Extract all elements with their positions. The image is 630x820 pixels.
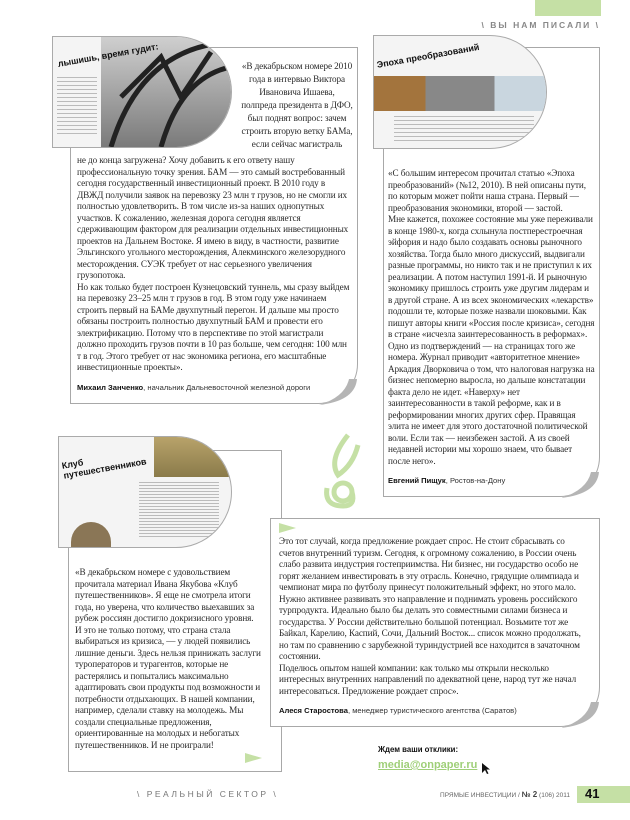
arrow-row [279,523,591,533]
letter-body [77,155,351,374]
letter-box-starostova [270,518,600,727]
section-header: \ ВЫ НАМ ПИСАЛИ \ [481,20,600,30]
article-thumbnail-travel [58,436,232,548]
feedback-block [378,745,477,773]
letter-body [279,536,591,697]
text-lines [57,77,97,137]
author-role: , Ростов-на-Дону [445,476,506,485]
author-role: , начальник Дальневосточной железной дороги [143,382,311,392]
arrow-row [75,753,275,763]
paragraph: Это тот случай, когда предложение рождает спрос. Не стоит сбрасывать со счетов внутренний туризм. Сегодня, к огромному сожалению, в России очень слабо развита индустрия гостеприимства. Ни бизнес, ни государство особо не горят желанием инвестировать в эту отрасль. Конечно, грядущие олимпиада и чемпионат мира по футболу принесут положительный эффект, но этого мало. Нужно активнее развивать это направление и поднимать уровень российского турпродукта. Идеально было бы делать это совместными силами бизнеса и государства. У России действительно большой потенциал. Возьмите тот же Байкал, Карелию, Каспий, Сочи, Дальний Восток... список можно продолжать, но там по сравнению с зарубежной туриндустрией все находится в зачаточном состоянии. [279,536,581,661]
top-accent-bar [535,0,601,16]
travel-photo [71,522,111,547]
footer-section: \ РЕАЛЬНЫЙ СЕКТОР \ [137,789,279,799]
issue-number: № 2 [521,790,538,799]
paragraph: Мне кажется, похожее состояние мы уже переживали в конце 1980-х, когда схлынула постперестроечная эйфория и надо было создавать основы рыночного хозяйства. Тогда было много дискуссий, выдвигали разные программы, но никто так и не приступил к их реализации. А потом наступил 1991-й. И рыночную экономику пришлось строить уже другим лидерам и в другой стране. А из всех экономических «лекарств» подошли те, которые позже назвали шоковыми. Как пишут авторы книги «Россия после кризиса», сегодня в стране «исчезла заинтересованность в реформах». Одно из подтверждений — на страницах того же номера. Журнал приводит «авторитетное мнение» Аркадия Дворковича о том, что налоговая нагрузка на бизнес непомерно выросла, но дальше констатации факта дело не идет. «Наверху» нет заинтересованности в такой реформе, как и в реформировании многих других сфер. Правящая элита не имеет для этого достаточной политической воли. Если так — неизбежен застой. А из своей недавней истории мы хорошо знаем, что бывает после него». [388,214,595,466]
feedback-email-link[interactable]: media@onpaper.ru [378,759,478,771]
paragraph: Поделюсь опытом нашей компании: как только мы открыли несколько интересных внутренних направлений по адекватной цене, народ тут же начал интересоваться. Предложение рождает спрос». [279,662,577,696]
article-thumbnail-epoch [373,35,547,149]
author-name: Евгений Пищук [388,476,446,485]
paragraph: не до конца загружена? Хочу добавить к его ответу нашу профессиональную точку зрения. БАМ — это самый востребованный сегодня государственный инвестиционный проект. В 2010 году в ДВЖД получили заявок на перевозку 23 млн т грузов, но не смогли их полностью удовлетворить. В том числе из-за наших однопутных участков. К сожалению, железная дорога сегодня является сдерживающим фактором для реализации отдельных инвестиционных проектов на Дальнем Востоке. Я имею в виду, в частности, развитие Эльгинского угольного месторождения, Алекминского железорудного месторождения. СУЭК требует от нас серьезного увеличения грузопотока. [77,155,349,280]
text-lines [394,116,534,144]
at-sign-logo-icon [318,430,363,510]
paragraph: «С большим интересом прочитал статью «Эпоха преобразований» (№12, 2010). В ней описаны пути, по которым может пойти наша страна. Первый — преобразования экономики, второй — застой. [388,168,586,213]
author-signature [279,706,591,716]
mouse-cursor-icon [482,763,491,775]
letter-body [388,168,595,467]
travel-photo [154,437,231,477]
page-curl-icon [319,379,359,405]
author-name: Алеся Старостова [279,706,348,715]
paragraph: «В декабрьском номере с удовольствием прочитала материал Ивана Якубова «Клуб путешественников». Я еще не смотрела итоги года, но уверена, что количество выехавших за рубеж россиян достигло докризисного уровня. И это не только потому, что страна стала выбираться из кризиса, — у людей появились лишние деньги. Здесь нельзя принижать заслуги туроператоров и турагентов, которые не растерялись и попытались максимально адаптировать свои продукты под возможности и потребности отдыхающих. В нашей компании, например, сделали ставку на молодежь. Мы создали специальные предложения, ориентированные на молодых и небогатых путешественников. И не проиграли! [75,567,261,750]
page-curl-icon [561,702,601,728]
author-name: Михаил Занченко [77,382,144,392]
footer-magazine [440,790,570,799]
page-number: 41 [585,786,600,801]
letter-body [75,567,261,751]
author-signature [77,383,351,393]
page-curl-icon [561,472,601,498]
thumbnail-title: Клуб путешественников [61,456,148,481]
thumbnail-title: лышишь, время гудит: [57,41,160,69]
issue-year: (106) 2011 [537,792,570,799]
magazine-name: ПРЯМЫЕ ИНВЕСТИЦИИ / [440,792,522,799]
feedback-label: Ждем ваши отклики: [378,745,459,754]
article-thumbnail-bam [52,36,232,148]
continue-arrow-icon [245,753,262,763]
thumbnail-title: Эпоха преобразований [376,41,481,70]
text-lines [139,482,219,537]
paragraph: Но как только будет построен Кузнецовский туннель, мы сразу выйдем на перевозку 23–25 млн т грузов в год. В этом году уже начинаем строить первый на БАМе двухпутный перегон. И дальше мы просто обязаны построить полностью двухпутный БАМ и провести его электрификацию. Потому что в перспективе по этой магистрали должно проходить грузов почти в 10 раз больше, чем сегодня: 100 млн т в год. Этого требует от нас экономика региона, его масштабные инвестиционные проекты». [77,281,350,372]
author-role: , менеджер туристического агентства (Саратов) [347,706,517,715]
train-illustration [374,76,546,111]
letter-intro: «В декабрьском номере 2010 года в интервью Виктора Ивановича Ишаева, полпреда президента в ДФО, был поднят вопрос: зачем строить вторую ветку БАМа, если сейчас магистраль [241,61,353,149]
page-number-box [577,786,630,803]
continue-arrow-icon [279,523,296,533]
